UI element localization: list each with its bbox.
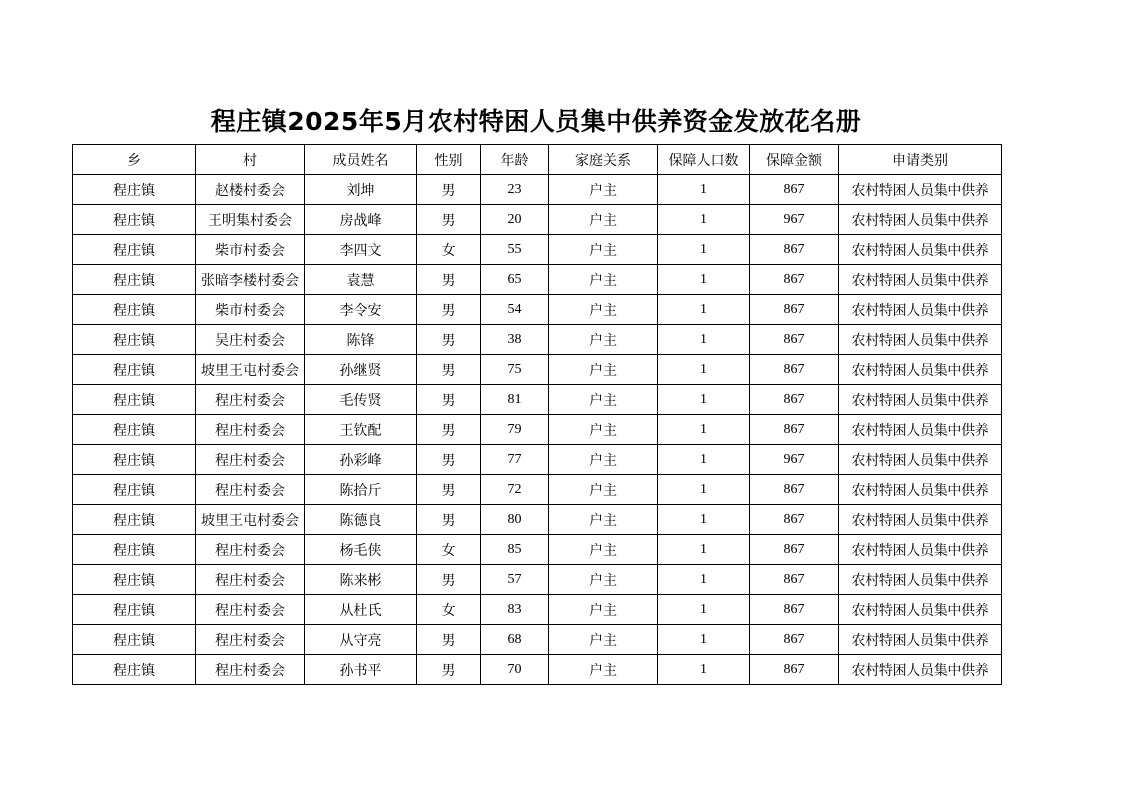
cell-township: 程庄镇 — [73, 595, 196, 625]
cell-amount: 867 — [750, 355, 839, 385]
cell-township: 程庄镇 — [73, 295, 196, 325]
cell-covered-persons: 1 — [658, 265, 750, 295]
cell-member-name: 陈拾斤 — [305, 475, 417, 505]
cell-category: 农村特困人员集中供养 — [839, 505, 1002, 535]
roster-table — [72, 144, 1002, 685]
roster-body — [73, 175, 1002, 685]
cell-amount: 867 — [750, 505, 839, 535]
cell-age: 80 — [481, 505, 549, 535]
column-header-member-name: 成员姓名 — [305, 145, 417, 175]
cell-township: 程庄镇 — [73, 565, 196, 595]
cell-relationship: 户主 — [549, 475, 658, 505]
cell-village: 程庄村委会 — [196, 415, 305, 445]
cell-age: 72 — [481, 475, 549, 505]
cell-member-name: 刘坤 — [305, 175, 417, 205]
cell-member-name: 从杜氏 — [305, 595, 417, 625]
cell-covered-persons: 1 — [658, 475, 750, 505]
cell-category: 农村特困人员集中供养 — [839, 175, 1002, 205]
cell-gender: 男 — [417, 475, 481, 505]
cell-village: 赵楼村委会 — [196, 175, 305, 205]
table-row — [73, 535, 1002, 565]
cell-relationship: 户主 — [549, 595, 658, 625]
cell-age: 54 — [481, 295, 549, 325]
cell-village: 程庄村委会 — [196, 535, 305, 565]
cell-category: 农村特困人员集中供养 — [839, 415, 1002, 445]
cell-member-name: 孙彩峰 — [305, 445, 417, 475]
cell-relationship: 户主 — [549, 655, 658, 685]
table-row — [73, 325, 1002, 355]
cell-category: 农村特困人员集中供养 — [839, 385, 1002, 415]
table-row — [73, 625, 1002, 655]
cell-gender: 男 — [417, 625, 481, 655]
table-row — [73, 175, 1002, 205]
cell-village: 柴市村委会 — [196, 295, 305, 325]
table-row — [73, 205, 1002, 235]
cell-covered-persons: 1 — [658, 205, 750, 235]
cell-village: 张暗李楼村委会 — [196, 265, 305, 295]
cell-township: 程庄镇 — [73, 385, 196, 415]
cell-age: 81 — [481, 385, 549, 415]
cell-village: 坡里王屯村委会 — [196, 355, 305, 385]
cell-township: 程庄镇 — [73, 655, 196, 685]
cell-relationship: 户主 — [549, 205, 658, 235]
cell-relationship: 户主 — [549, 445, 658, 475]
cell-gender: 女 — [417, 235, 481, 265]
cell-member-name: 李令安 — [305, 295, 417, 325]
cell-category: 农村特困人员集中供养 — [839, 355, 1002, 385]
cell-gender: 男 — [417, 175, 481, 205]
cell-age: 68 — [481, 625, 549, 655]
cell-category: 农村特困人员集中供养 — [839, 295, 1002, 325]
cell-township: 程庄镇 — [73, 205, 196, 235]
table-row — [73, 655, 1002, 685]
cell-gender: 男 — [417, 655, 481, 685]
cell-covered-persons: 1 — [658, 565, 750, 595]
cell-township: 程庄镇 — [73, 535, 196, 565]
cell-covered-persons: 1 — [658, 595, 750, 625]
cell-township: 程庄镇 — [73, 175, 196, 205]
cell-gender: 男 — [417, 415, 481, 445]
cell-amount: 867 — [750, 325, 839, 355]
cell-age: 20 — [481, 205, 549, 235]
cell-amount: 867 — [750, 625, 839, 655]
cell-relationship: 户主 — [549, 385, 658, 415]
cell-village: 程庄村委会 — [196, 625, 305, 655]
cell-covered-persons: 1 — [658, 445, 750, 475]
cell-amount: 867 — [750, 385, 839, 415]
cell-age: 57 — [481, 565, 549, 595]
cell-amount: 867 — [750, 295, 839, 325]
cell-village: 坡里王屯村委会 — [196, 505, 305, 535]
cell-village: 程庄村委会 — [196, 385, 305, 415]
cell-covered-persons: 1 — [658, 535, 750, 565]
cell-member-name: 孙书平 — [305, 655, 417, 685]
cell-amount: 867 — [750, 235, 839, 265]
cell-relationship: 户主 — [549, 295, 658, 325]
header-row — [73, 145, 1002, 175]
cell-category: 农村特困人员集中供养 — [839, 205, 1002, 235]
table-row — [73, 565, 1002, 595]
cell-covered-persons: 1 — [658, 295, 750, 325]
column-header-covered-persons: 保障人口数 — [658, 145, 750, 175]
table-row — [73, 295, 1002, 325]
table-row — [73, 445, 1002, 475]
cell-gender: 女 — [417, 595, 481, 625]
column-header-gender: 性别 — [417, 145, 481, 175]
cell-age: 38 — [481, 325, 549, 355]
table-row — [73, 235, 1002, 265]
cell-township: 程庄镇 — [73, 355, 196, 385]
cell-age: 83 — [481, 595, 549, 625]
cell-amount: 867 — [750, 535, 839, 565]
cell-township: 程庄镇 — [73, 265, 196, 295]
cell-member-name: 李四文 — [305, 235, 417, 265]
cell-member-name: 房战峰 — [305, 205, 417, 235]
cell-member-name: 从守亮 — [305, 625, 417, 655]
table-row — [73, 265, 1002, 295]
cell-township: 程庄镇 — [73, 235, 196, 265]
cell-covered-persons: 1 — [658, 235, 750, 265]
cell-category: 农村特困人员集中供养 — [839, 595, 1002, 625]
cell-category: 农村特困人员集中供养 — [839, 475, 1002, 505]
cell-township: 程庄镇 — [73, 415, 196, 445]
cell-member-name: 毛传贤 — [305, 385, 417, 415]
cell-amount: 867 — [750, 175, 839, 205]
table-row — [73, 355, 1002, 385]
cell-category: 农村特困人员集中供养 — [839, 565, 1002, 595]
cell-age: 70 — [481, 655, 549, 685]
cell-gender: 男 — [417, 505, 481, 535]
cell-relationship: 户主 — [549, 265, 658, 295]
cell-age: 23 — [481, 175, 549, 205]
cell-covered-persons: 1 — [658, 175, 750, 205]
cell-gender: 男 — [417, 265, 481, 295]
cell-covered-persons: 1 — [658, 325, 750, 355]
cell-amount: 867 — [750, 655, 839, 685]
cell-age: 79 — [481, 415, 549, 445]
cell-amount: 867 — [750, 415, 839, 445]
table-row — [73, 505, 1002, 535]
cell-gender: 男 — [417, 205, 481, 235]
table-row — [73, 385, 1002, 415]
cell-township: 程庄镇 — [73, 475, 196, 505]
cell-member-name: 孙继贤 — [305, 355, 417, 385]
cell-township: 程庄镇 — [73, 505, 196, 535]
column-header-age: 年龄 — [481, 145, 549, 175]
cell-gender: 男 — [417, 295, 481, 325]
cell-category: 农村特困人员集中供养 — [839, 445, 1002, 475]
cell-relationship: 户主 — [549, 325, 658, 355]
document-title: 程庄镇2025年5月农村特困人员集中供养资金发放花名册 — [210, 107, 862, 136]
column-header-category: 申请类别 — [839, 145, 1002, 175]
column-header-village: 村 — [196, 145, 305, 175]
cell-village: 程庄村委会 — [196, 475, 305, 505]
cell-village: 吴庄村委会 — [196, 325, 305, 355]
cell-age: 65 — [481, 265, 549, 295]
cell-member-name: 陈来彬 — [305, 565, 417, 595]
cell-relationship: 户主 — [549, 535, 658, 565]
cell-amount: 967 — [750, 445, 839, 475]
cell-category: 农村特困人员集中供养 — [839, 625, 1002, 655]
cell-gender: 男 — [417, 325, 481, 355]
cell-category: 农村特困人员集中供养 — [839, 235, 1002, 265]
cell-covered-persons: 1 — [658, 415, 750, 445]
cell-gender: 男 — [417, 445, 481, 475]
cell-amount: 867 — [750, 565, 839, 595]
column-header-relationship: 家庭关系 — [549, 145, 658, 175]
cell-amount: 867 — [750, 475, 839, 505]
cell-covered-persons: 1 — [658, 355, 750, 385]
cell-village: 程庄村委会 — [196, 445, 305, 475]
cell-village: 程庄村委会 — [196, 565, 305, 595]
cell-township: 程庄镇 — [73, 445, 196, 475]
cell-member-name: 杨毛侠 — [305, 535, 417, 565]
cell-relationship: 户主 — [549, 355, 658, 385]
cell-gender: 男 — [417, 385, 481, 415]
cell-gender: 男 — [417, 565, 481, 595]
cell-member-name: 陈锋 — [305, 325, 417, 355]
cell-township: 程庄镇 — [73, 625, 196, 655]
cell-township: 程庄镇 — [73, 325, 196, 355]
cell-relationship: 户主 — [549, 505, 658, 535]
cell-covered-persons: 1 — [658, 505, 750, 535]
cell-category: 农村特困人员集中供养 — [839, 655, 1002, 685]
cell-covered-persons: 1 — [658, 385, 750, 415]
cell-category: 农村特困人员集中供养 — [839, 325, 1002, 355]
cell-age: 85 — [481, 535, 549, 565]
table-row — [73, 415, 1002, 445]
cell-amount: 967 — [750, 205, 839, 235]
cell-relationship: 户主 — [549, 625, 658, 655]
cell-category: 农村特困人员集中供养 — [839, 535, 1002, 565]
cell-age: 55 — [481, 235, 549, 265]
cell-amount: 867 — [750, 265, 839, 295]
cell-member-name: 袁慧 — [305, 265, 417, 295]
cell-covered-persons: 1 — [658, 655, 750, 685]
cell-gender: 女 — [417, 535, 481, 565]
cell-village: 王明集村委会 — [196, 205, 305, 235]
cell-covered-persons: 1 — [658, 625, 750, 655]
cell-village: 程庄村委会 — [196, 655, 305, 685]
column-header-township: 乡 — [73, 145, 196, 175]
column-header-amount: 保障金额 — [750, 145, 839, 175]
cell-member-name: 王钦配 — [305, 415, 417, 445]
cell-amount: 867 — [750, 595, 839, 625]
table-row — [73, 595, 1002, 625]
cell-category: 农村特困人员集中供养 — [839, 265, 1002, 295]
cell-relationship: 户主 — [549, 235, 658, 265]
cell-village: 程庄村委会 — [196, 595, 305, 625]
cell-member-name: 陈德良 — [305, 505, 417, 535]
cell-age: 77 — [481, 445, 549, 475]
cell-gender: 男 — [417, 355, 481, 385]
cell-village: 柴市村委会 — [196, 235, 305, 265]
table-row — [73, 475, 1002, 505]
cell-age: 75 — [481, 355, 549, 385]
cell-relationship: 户主 — [549, 565, 658, 595]
cell-relationship: 户主 — [549, 415, 658, 445]
cell-relationship: 户主 — [549, 175, 658, 205]
